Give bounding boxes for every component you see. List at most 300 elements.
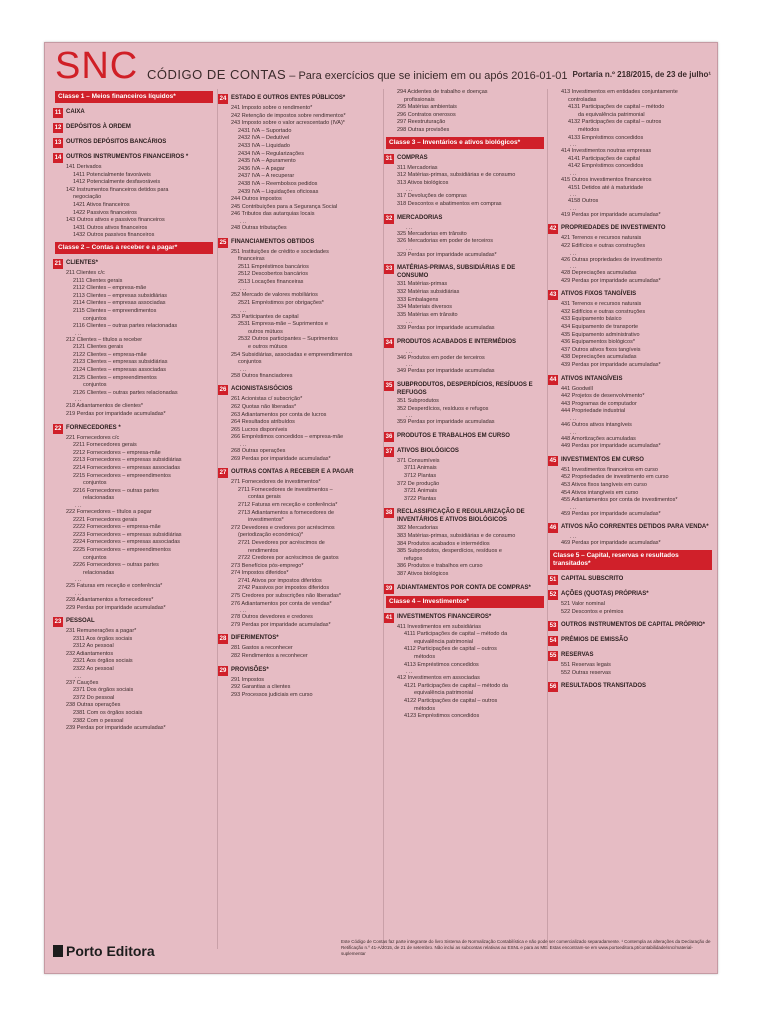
account-line: 222 Fornecedores – títulos a pagar	[66, 508, 152, 515]
account-line: 253 Participantes de capital	[231, 313, 299, 320]
account-line: 266 Empréstimos concedidos – empresa-mãe	[231, 434, 344, 441]
account-line: 4113 Empréstimos concedidos	[404, 661, 479, 668]
account-line: 2221 Fornecedores gerais	[73, 516, 138, 523]
account-line: 2382 Com o pessoal	[73, 717, 124, 724]
account-line: 317 Devoluções de compras	[397, 193, 467, 200]
account-name: FORNECEDORES *	[66, 424, 121, 431]
account-line: 258 Outros financiadores	[231, 372, 293, 379]
account-line: 426 Outras propriedades de investimento	[561, 256, 662, 263]
account-heading	[548, 290, 714, 300]
account-line: 2113 Clientes – empresas subsidiárias	[73, 292, 168, 299]
account-line: 4123 Empréstimos concedidos	[404, 713, 480, 720]
account-line: 522 Descontos e prémios	[561, 608, 624, 615]
ellipsis: ...	[75, 590, 83, 597]
account-line: 415 Outros investimentos financeiros	[561, 176, 652, 183]
account-line: 2125 Clientes – empreendimentos	[73, 374, 157, 381]
account-line: 261 Acionistas c/ subscrição*	[231, 396, 303, 403]
account-heading	[384, 447, 546, 457]
column-2	[217, 89, 382, 949]
account-line: 4141 Participações de capital	[568, 155, 640, 162]
account-line: 2711 Fornecedores de investimentos –	[238, 486, 333, 493]
account-line: 272 Devedores e credores por acréscimos	[231, 524, 335, 531]
account-heading	[384, 584, 546, 594]
account-heading	[548, 590, 714, 600]
account-number-badge: 54	[549, 638, 557, 645]
account-name: SUBPRODUTOS, DESPERDÍCIOS, RESÍDUOS E REFUGOS	[397, 382, 533, 397]
account-line: 2741 Ativos por impostos diferidos	[238, 577, 322, 584]
account-line: 2225 Fornecedores – empreendimentos	[73, 546, 171, 553]
account-line: 446 Outros ativos intangíveis	[561, 422, 632, 428]
account-line: 271 Fornecedores de investimentos*	[231, 479, 321, 486]
account-name: INVESTIMENTOS FINANCEIROS*	[397, 613, 492, 620]
account-heading	[548, 375, 714, 385]
account-line: investimentos*	[248, 517, 284, 524]
account-number-badge: 32	[385, 215, 393, 222]
account-number-badge: 45	[549, 457, 557, 464]
account-heading	[53, 108, 215, 118]
account-line: 335 Matérias em trânsito	[397, 311, 458, 318]
account-heading	[384, 381, 546, 397]
account-name: ADIANTAMENTOS POR CONTA DE COMPRAS*	[397, 584, 531, 591]
account-line: 2742 Passivos por impostos diferidos	[238, 585, 330, 592]
account-line: 2521 Empréstimos por obrigações*	[238, 300, 324, 307]
account-line: 264 Resultados atribuídos	[231, 419, 295, 426]
account-line: 2116 Clientes – outras partes relacionadas	[73, 323, 178, 330]
ellipsis: ...	[406, 224, 414, 231]
account-line: 339 Perdas por imparidade acumuladas	[397, 325, 495, 332]
account-line: 551 Reservas legais	[561, 662, 611, 669]
ellipsis: ...	[406, 362, 414, 369]
account-line: 387 Ativos biológicos	[397, 570, 449, 577]
ellipsis: ...	[570, 205, 578, 212]
account-number-badge: 26	[219, 387, 227, 394]
account-name: OUTROS INSTRUMENTOS DE CAPITAL PRÓPRIO*	[561, 622, 706, 629]
account-line: 237 Cauções	[66, 679, 99, 686]
account-line: 2532 Outros participantes – Suprimentos	[238, 336, 338, 343]
account-line: controladas	[568, 96, 597, 103]
account-line: 4158 Outros	[568, 198, 599, 205]
account-line: 2214 Fornecedores – empresas associadas	[73, 465, 181, 471]
account-name: INVESTIMENTOS EM CURSO	[561, 456, 644, 463]
account-line: 293 Processos judiciais em curso	[231, 691, 313, 698]
ellipsis: ...	[75, 577, 83, 584]
account-line: 332 Matérias subsidiárias	[397, 288, 460, 295]
sheet-header	[45, 43, 717, 87]
account-name: OUTRAS CONTAS A RECEBER E A PAGAR	[231, 469, 354, 476]
account-line: 221 Fornecedores c/c	[66, 434, 120, 441]
account-number-badge: 52	[549, 591, 557, 598]
account-line: 2126 Clientes – outras partes relacionadas	[73, 389, 178, 396]
account-heading	[218, 238, 382, 248]
account-line: 434 Equipamento de transporte	[561, 324, 639, 331]
account-line: 448 Amortizações acumuladas	[561, 435, 636, 442]
account-line: 329 Perdas por imparidade acumuladas*	[397, 251, 497, 258]
account-line: 4142 Empréstimos concedidos	[568, 163, 644, 170]
ellipsis: ...	[240, 608, 248, 615]
account-number-badge: 39	[385, 585, 393, 592]
account-line: 3721 Animais	[404, 488, 438, 495]
account-line: 2121 Clientes gerais	[73, 344, 124, 351]
account-line: 2211 Fornecedores gerais	[73, 442, 137, 449]
account-line: 371 Consumíveis	[397, 457, 440, 464]
account-line: 2438 IVA – Reembolsos pedidos	[238, 180, 318, 187]
account-line: 2322 Ao pessoal	[73, 666, 114, 673]
account-line: 2434 IVA – Regularizações	[238, 150, 304, 157]
account-number-badge: 31	[385, 155, 393, 162]
account-line: 2216 Fornecedores – outras partes	[73, 487, 159, 494]
account-line: 248 Outras tributações	[231, 224, 287, 231]
account-heading	[53, 153, 215, 163]
account-line: 432 Edifícios e outras construções	[561, 308, 646, 315]
account-number-badge: 51	[549, 576, 557, 583]
account-heading	[548, 523, 714, 533]
account-number-badge: 23	[54, 619, 62, 626]
account-line: 382 Mercadorias	[397, 525, 438, 532]
account-name: OUTROS DEPÓSITOS BANCÁRIOS	[66, 139, 167, 145]
account-line: 273 Benefícios pós-emprego*	[231, 562, 304, 569]
ellipsis: ...	[570, 416, 578, 422]
publisher-logo	[53, 943, 155, 959]
account-number-badge: 25	[219, 239, 227, 246]
account-line: 384 Produtos acabados e intermédios	[397, 540, 490, 547]
account-line: 313 Ativos biológicos	[397, 179, 449, 186]
sheet-title	[147, 67, 568, 82]
account-number-badge: 41	[385, 614, 393, 621]
ellipsis: ...	[75, 397, 83, 404]
ellipsis: ...	[75, 502, 83, 509]
ellipsis: ...	[406, 319, 414, 326]
account-line: 435 Equipamento administrativo	[561, 331, 640, 338]
account-line: métodos	[414, 653, 436, 660]
account-name: CLIENTES*	[66, 259, 99, 266]
account-line: 3711 Animais	[404, 465, 437, 472]
account-name: DIFERIMENTOS*	[231, 635, 279, 642]
ellipsis: ...	[570, 264, 578, 271]
account-number-badge: 27	[219, 470, 227, 477]
publisher-name: Porto Editora	[66, 943, 155, 959]
account-heading	[548, 682, 714, 692]
account-line: 2435 IVA – Apuramento	[238, 158, 296, 165]
title-main: CÓDIGO DE CONTAS	[147, 67, 287, 82]
account-line: 225 Faturas em receção e conferência*	[66, 583, 163, 590]
account-line: 4121 Participações de capital – método da	[404, 682, 508, 689]
account-line: relacionadas	[83, 495, 115, 502]
account-line: 2432 IVA – Dedutível	[238, 135, 290, 142]
account-line: 4111 Participações de capital – método da	[404, 631, 508, 638]
account-line: 331 Matérias-primas	[397, 281, 448, 288]
account-line: 228 Adiantamentos a fornecedores*	[66, 596, 154, 603]
account-line: 281 Gastos a reconhecer	[231, 645, 293, 652]
account-line: 1431 Outros ativos financeiros	[73, 224, 148, 231]
account-line: 459 Perdas por imparidade acumuladas*	[561, 510, 661, 517]
account-line: 2114 Clientes – empresas associadas	[73, 300, 166, 307]
account-name: PRÉMIOS DE EMISSÃO	[561, 637, 629, 644]
account-line: 413 Investimentos em entidades conjuntamente	[561, 89, 678, 95]
account-line: 433 Equipamento básico	[561, 316, 622, 323]
account-line: 421 Terrenos e recursos naturais	[561, 235, 642, 242]
account-number-badge: 29	[219, 667, 227, 674]
account-name: ATIVOS FIXOS TANGÍVEIS	[561, 291, 637, 298]
account-heading	[53, 123, 215, 133]
account-name: COMPRAS	[397, 154, 428, 161]
account-line: 325 Mercadorias em trânsito	[397, 230, 467, 237]
account-line: contas gerais	[248, 494, 281, 501]
account-line: 2371 Dos órgãos sociais	[73, 687, 134, 694]
ellipsis: ...	[240, 366, 248, 373]
account-line: 2439 IVA – Liquidações oficiosas	[238, 188, 319, 195]
account-line: 1421 Ativos financeiros	[73, 201, 130, 208]
account-heading	[384, 264, 546, 280]
ellipsis: ...	[570, 429, 578, 436]
account-line: 438 Depreciações acumuladas	[561, 354, 637, 361]
account-name: PESSOAL	[66, 618, 95, 625]
class-header: Classe 1 – Meios financeiros líquidos*	[55, 91, 213, 103]
account-line: outros mútuos	[248, 328, 283, 335]
account-heading	[548, 224, 714, 234]
account-heading	[53, 138, 215, 148]
footer-note: Este Código de Contas faz parte integrante do livro Sistema de Normalização Contabilística e não pode ser comercializado separadamente. ¹ Contempla as alterações da Declaração de Retificação n.º 41-A/2015, de 21 de setembro. Não inclui as subcontas relativas ao ESNL e para as ME. Estas encontram-se em www.portoeditora.pt/contabilidade/snc/material-suplementar	[341, 939, 711, 956]
account-line: 2111 Clientes gerais	[73, 277, 123, 284]
account-line: refugos	[404, 555, 423, 562]
account-line: 232 Adiantamentos	[66, 650, 114, 657]
account-name: PROVISÕES*	[231, 666, 269, 673]
account-name: PRODUTOS ACABADOS E INTERMÉDIOS	[397, 338, 517, 345]
account-line: 2212 Fornecedores – empresa-mãe	[73, 449, 161, 456]
account-line: 442 Projetos de desenvolvimento*	[561, 393, 645, 400]
account-name: ATIVOS INTANGÍVEIS	[561, 375, 623, 382]
account-line: 143 Outros ativos e passivos financeiros	[66, 217, 165, 224]
account-line: 469 Perdas por imparidade acumuladas*	[561, 540, 661, 547]
account-line: 443 Programas de computador	[561, 400, 637, 407]
account-number-badge: 34	[385, 339, 393, 346]
account-line: conjuntos	[83, 480, 107, 487]
account-heading	[548, 651, 714, 661]
account-line: 239 Perdas por imparidade acumuladas*	[66, 725, 166, 732]
account-heading	[218, 94, 382, 104]
account-line: 437 Outros ativos fixos tangíveis	[561, 346, 641, 353]
account-line: 2381 Com os órgãos sociais	[73, 710, 143, 717]
account-name: RESERVAS	[561, 652, 594, 659]
account-line: 2372 Do pessoal	[73, 694, 115, 701]
account-line: 351 Subprodutos	[397, 398, 439, 405]
ellipsis: ...	[570, 170, 578, 177]
account-line: 428 Depreciações acumuladas	[561, 270, 637, 277]
account-line: e outros mútuos	[248, 344, 288, 351]
account-number-badge: 46	[549, 525, 557, 532]
account-line: 268 Outras operações	[231, 447, 286, 454]
account-line: 2215 Fornecedores – empreendimentos	[73, 472, 171, 479]
account-line: 4122 Participações de capital – outros	[404, 697, 498, 704]
account-line: 359 Perdas por imparidade acumuladas	[397, 419, 495, 426]
account-name: ATIVOS NÃO CORRENTES DETIDOS PARA VENDA*	[561, 524, 709, 531]
account-line: equivalência patrimonial	[414, 690, 474, 697]
account-line: 243 Imposto sobre o valor acrescentado (IVA)*	[231, 120, 345, 127]
account-line: 441 Goodwill	[561, 385, 593, 392]
account-line: 292 Garantias a clientes	[231, 684, 291, 691]
title-sub: – Para exercícios que se iniciem em ou após 2016-01-01	[286, 70, 568, 82]
account-line: 333 Embalagens	[397, 296, 439, 303]
account-name: CAIXA	[66, 109, 85, 115]
publisher-mark-icon	[53, 945, 63, 957]
account-line: 436 Equipamentos biológicos*	[561, 339, 635, 346]
ellipsis: ...	[75, 330, 83, 337]
account-line: (periodização económica)*	[238, 532, 304, 539]
account-line: 252 Mercado de valores mobiliários	[231, 292, 318, 299]
account-number-badge: 21	[54, 260, 62, 267]
account-line: 349 Perdas por imparidade acumuladas	[397, 368, 495, 375]
account-line: 212 Clientes – títulos a receber	[66, 336, 143, 343]
account-line: 2511 Empréstimos bancários	[238, 263, 309, 270]
account-line: profissionais	[404, 96, 435, 103]
account-line: conjuntos	[83, 382, 107, 389]
account-line: 274 Impostos diferidos*	[231, 570, 289, 577]
account-line: 429 Perdas por imparidade acumuladas*	[561, 277, 661, 284]
account-line: 419 Perdas por imparidade acumuladas*	[561, 211, 661, 218]
account-line: 4131 Participações de capital – método	[568, 104, 665, 111]
account-line: 4133 Empréstimos concedidos	[568, 134, 644, 141]
ellipsis: ...	[406, 669, 414, 676]
account-line: 1411 Potencialmente favoráveis	[73, 171, 151, 178]
account-line: 2722 Credores por acréscimos de gastos	[238, 555, 339, 562]
ellipsis: ...	[570, 250, 578, 257]
account-line: 452 Propriedades de investimento em curso	[561, 474, 669, 481]
ellipsis: ...	[570, 534, 578, 541]
account-line: conjuntos	[83, 315, 107, 322]
account-line: 3722 Plantas	[404, 495, 437, 502]
account-number-badge: 13	[54, 140, 62, 146]
account-line: 326 Mercadorias em poder de terceiros	[397, 238, 493, 245]
ellipsis: ...	[240, 441, 248, 448]
account-line: 141 Derivados	[66, 164, 102, 170]
account-line: equivalência patrimonial	[414, 638, 474, 645]
account-number-badge: 37	[385, 448, 393, 455]
account-heading	[548, 456, 714, 466]
account-line: 279 Perdas por imparidade acumuladas*	[231, 621, 331, 628]
sheet-footer	[45, 935, 717, 973]
account-heading	[218, 634, 382, 644]
account-line: 444 Propriedade industrial	[561, 408, 626, 415]
account-line: 275 Credores por subscrições não liberadas*	[231, 593, 342, 600]
class-header: Classe 2 – Contas a receber e a pagar*	[55, 242, 213, 254]
account-heading	[384, 508, 546, 524]
account-number-badge: 11	[54, 110, 62, 116]
account-name: RECLASSIFICAÇÃO E REGULARIZAÇÃO DE INVENTÁRIOS E ATIVOS BIOLÓGICOS	[397, 509, 525, 524]
account-heading	[53, 424, 215, 434]
account-number-badge: 56	[549, 684, 557, 691]
account-heading	[53, 259, 215, 269]
code-sheet	[44, 42, 718, 974]
account-name: ACIONISTAS/SÓCIOS	[231, 386, 293, 393]
account-line: 2224 Fornecedores – empresas associadas	[73, 539, 181, 546]
account-line: 278 Outros devedores e credores	[231, 614, 313, 621]
account-line: 2531 Empresa-mãe – Suprimentos e	[238, 321, 328, 328]
account-line: 1432 Outros passivos financeiros	[73, 232, 155, 239]
account-line: financeiras	[238, 256, 265, 263]
account-line: 2431 IVA – Suportado	[238, 127, 292, 134]
account-line: 352 Desperdícios, resíduos e refugos	[397, 405, 489, 412]
account-heading	[384, 432, 546, 442]
column-3	[383, 89, 546, 949]
account-line: 2226 Fornecedores – outras partes	[73, 562, 159, 569]
account-line: relacionadas	[83, 569, 115, 576]
account-line: 2123 Clientes – empresas subsidiárias	[73, 359, 168, 366]
account-line: 386 Produtos e trabalhos em curso	[397, 563, 483, 570]
account-line: 296 Contratos onerosos	[397, 111, 456, 118]
account-line: 2115 Clientes – empreendimentos	[73, 307, 157, 314]
account-number-badge: 24	[219, 96, 227, 102]
account-line: da equivalência patrimonial	[578, 111, 645, 118]
account-name: DEPÓSITOS À ORDEM	[66, 124, 131, 130]
ellipsis: ...	[570, 142, 578, 149]
snc-logo: SNC	[55, 45, 139, 87]
account-heading	[218, 666, 382, 676]
account-line: 219 Perdas por imparidade acumuladas*	[66, 411, 166, 418]
account-heading	[53, 617, 215, 627]
account-number-badge: 42	[549, 226, 557, 233]
account-number-badge: 12	[54, 125, 62, 131]
account-line: conjuntos	[238, 359, 262, 366]
account-heading	[548, 636, 714, 646]
account-line: 431 Terrenos e recursos naturais	[561, 301, 642, 308]
account-line: 245 Contribuições para a Segurança Social	[231, 203, 338, 210]
account-line: 276 Adiantamentos por conta de vendas*	[231, 600, 332, 607]
account-line: 2436 IVA – A pagar	[238, 165, 285, 172]
account-line: 2713 Adiantamentos a fornecedores de	[238, 509, 335, 516]
account-number-badge: 28	[219, 636, 227, 643]
account-line: 298 Outras provisões	[397, 126, 450, 133]
account-line: 2513 Locações financeiras	[238, 278, 304, 285]
account-line: 2433 IVA – Liquidado	[238, 142, 290, 149]
account-line: 282 Rendimentos a reconhecer	[231, 653, 308, 660]
account-line: 3712 Plantas	[404, 473, 437, 480]
account-name: AÇÕES (QUOTAS) PRÓPRIAS*	[561, 590, 649, 597]
ellipsis: ...	[570, 504, 578, 511]
account-name: PRODUTOS E TRABALHOS EM CURSO	[397, 432, 510, 439]
account-line: métodos	[414, 705, 436, 712]
column-1	[53, 89, 215, 949]
account-number-badge: 22	[54, 425, 62, 432]
column-4	[547, 89, 714, 949]
account-line: 552 Outras reservas	[561, 669, 611, 676]
account-number-badge: 44	[549, 376, 557, 383]
ellipsis: ...	[240, 307, 248, 314]
account-line: 4112 Participações de capital – outros	[404, 646, 497, 653]
account-line: 454 Ativos intangíveis em curso	[561, 489, 639, 496]
account-name: PROPRIEDADES DE INVESTIMENTO	[561, 225, 666, 232]
account-heading	[218, 468, 382, 478]
account-line: 2311 Aos órgãos sociais	[73, 635, 133, 642]
class-header: Classe 3 – Inventários e ativos biológicos*	[386, 137, 544, 149]
account-number-badge: 35	[385, 383, 393, 390]
account-line: 414 Investimentos noutras empresas	[561, 148, 652, 155]
class-header: Classe 4 – Investimentos*	[386, 596, 544, 608]
account-line: rendimentos	[248, 547, 279, 554]
account-heading	[384, 338, 546, 348]
account-number-badge: 55	[549, 653, 557, 660]
account-name: MATÉRIAS-PRIMAS, SUBSIDIÁRIAS E DE CONSUMO	[397, 265, 516, 280]
account-line: 269 Perdas por imparidade acumuladas*	[231, 455, 331, 462]
account-heading	[384, 613, 546, 623]
ellipsis: ...	[406, 245, 414, 252]
account-line: 346 Produtos em poder de terceiros	[397, 354, 485, 361]
account-line: 254 Subsidiárias, associadas e empreendimentos	[231, 351, 353, 358]
account-line: 2512 Descobertos bancários	[238, 271, 309, 278]
account-line: 412 Investimentos em associadas	[397, 675, 480, 682]
account-line: 2321 Aos órgãos sociais	[73, 658, 133, 665]
account-line: 242 Retenção de impostos sobre rendimentos*	[231, 112, 346, 119]
account-line: 455 Adiantamentos por conta de investimentos*	[561, 497, 678, 504]
account-line: 297 Reestruturação	[397, 119, 446, 126]
